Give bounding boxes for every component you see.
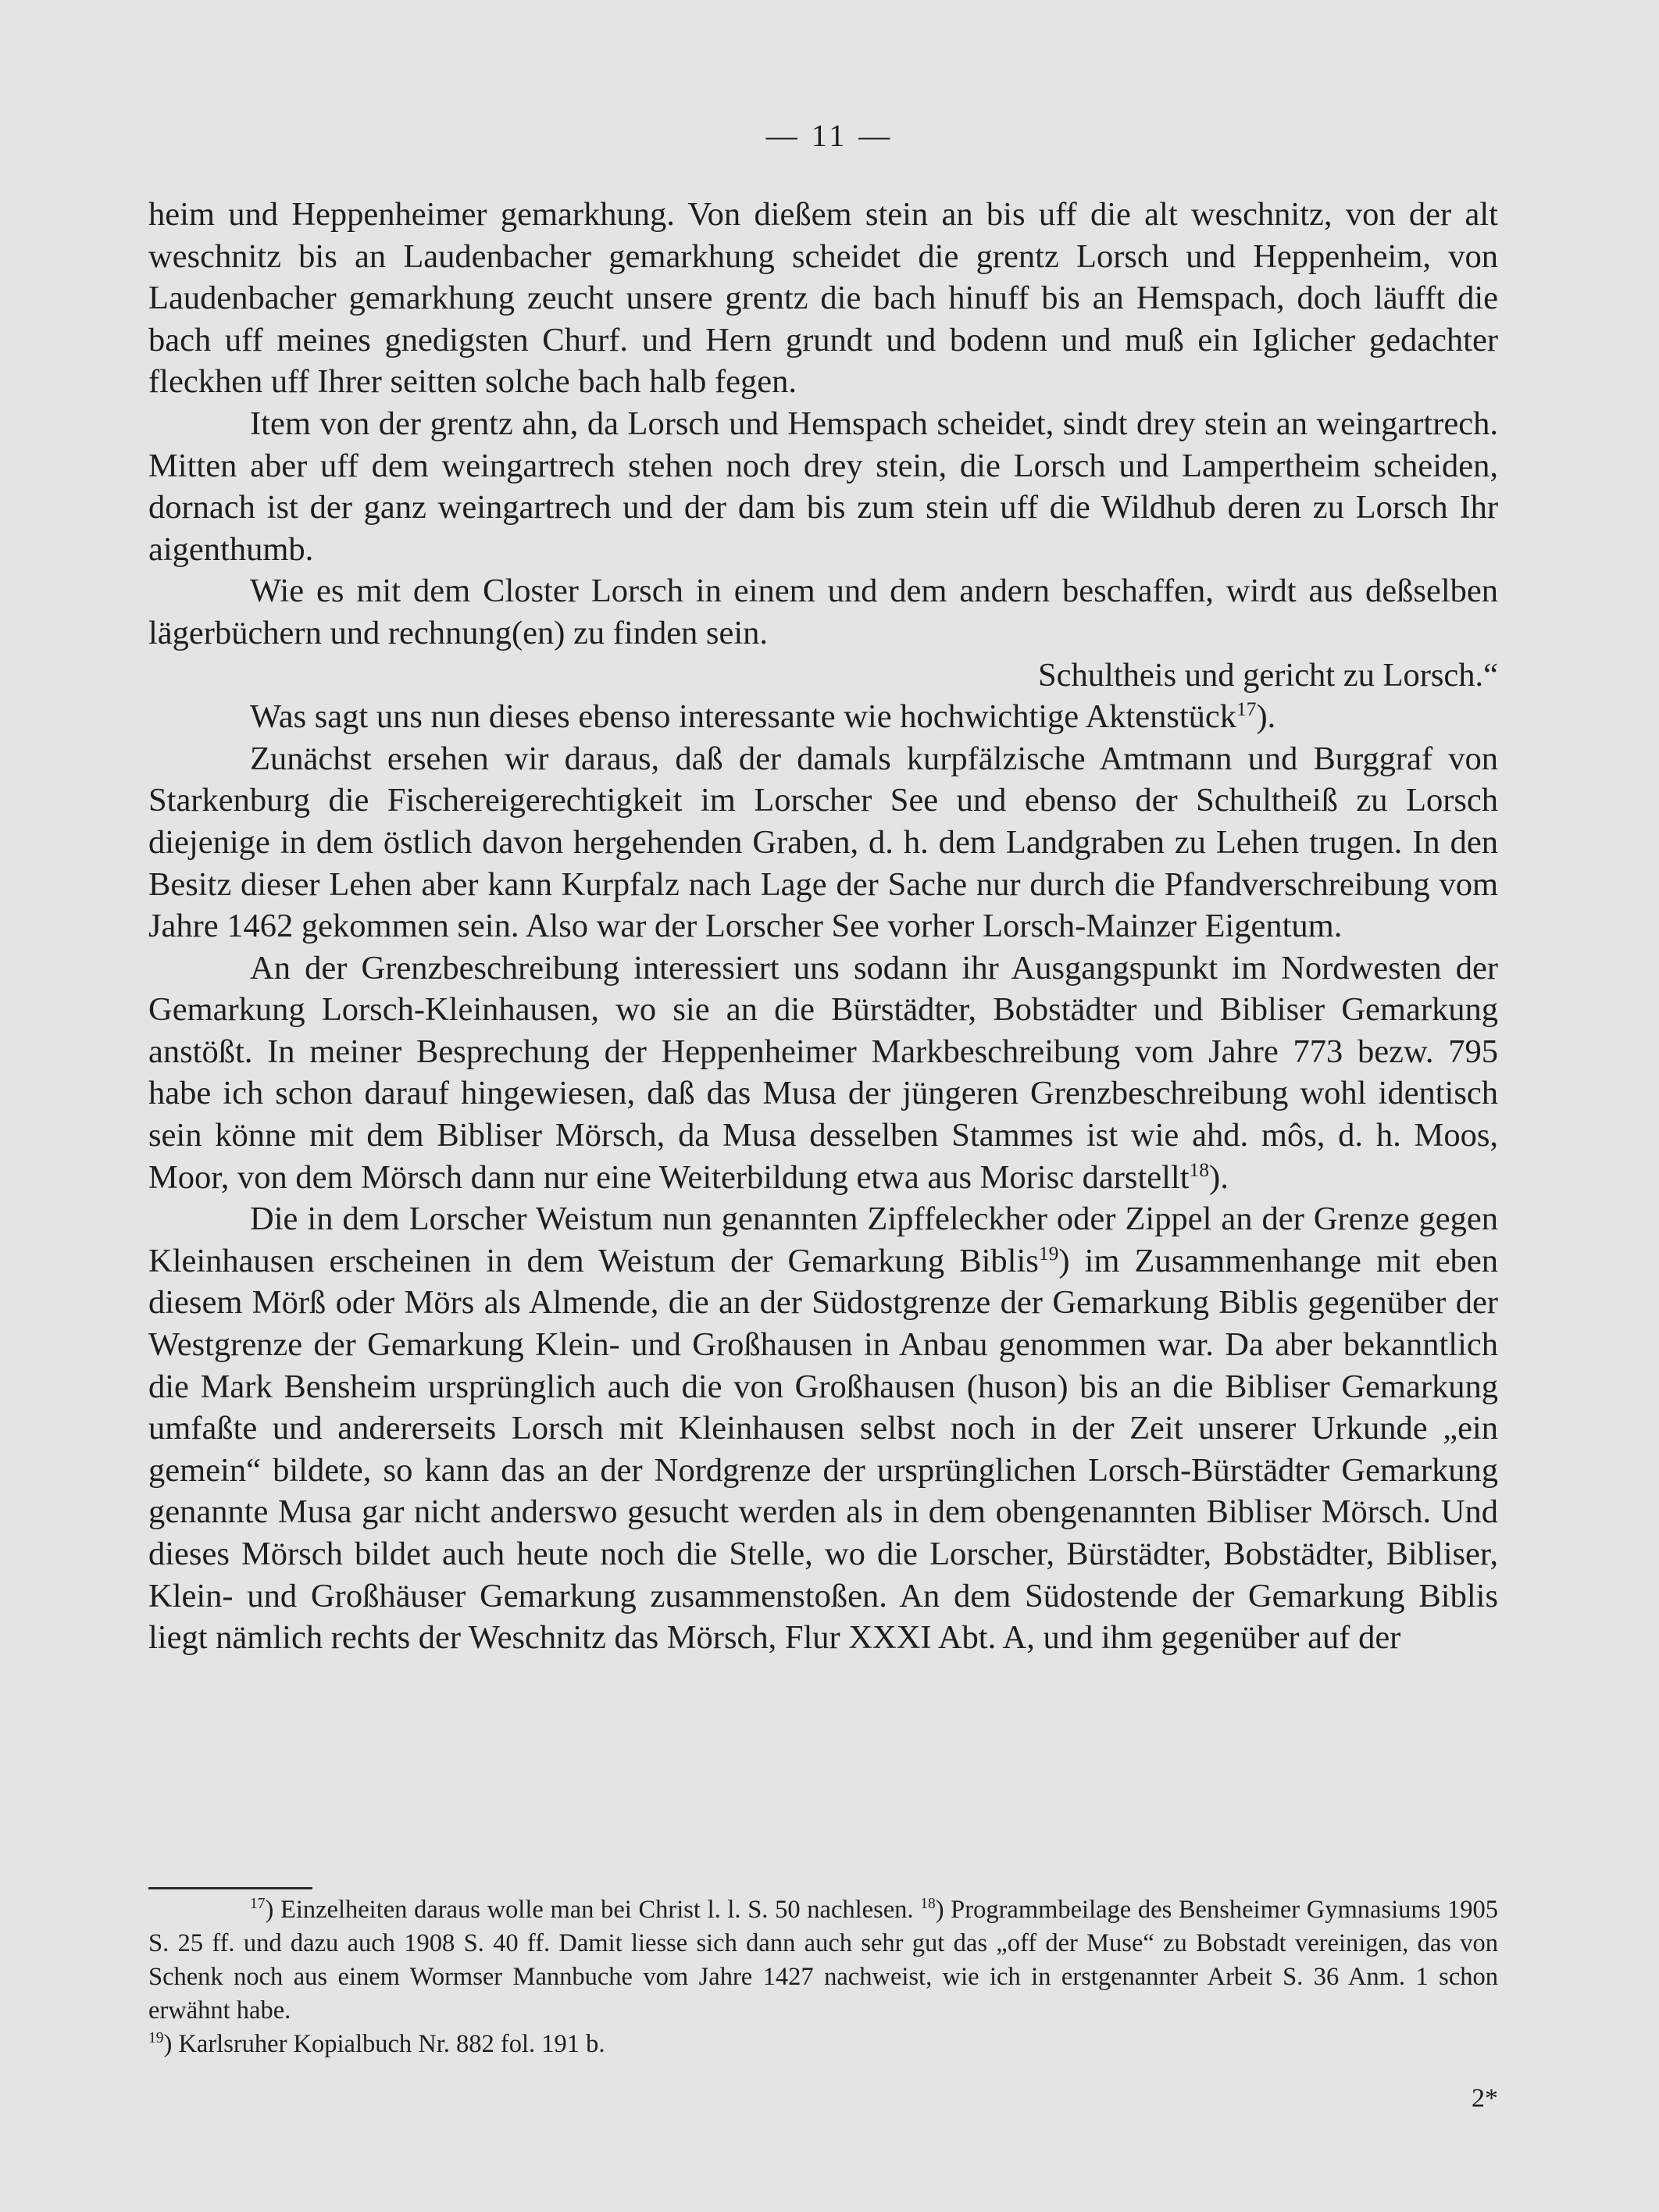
paragraph-2: Item von der grentz ahn, da Lorsch und Hemspach scheidet, sindt drey stein an weingartrech. Mitten aber uff dem weingartrech stehen noch drey stein, die Lorsch und Lampertheim scheiden, dornach ist der ganz weingartrech und der dam bis zum stein uff die Wildhub deren zu Lorsch Ihr aigenthumb. xyxy=(148,405,1498,568)
paragraph-1: heim und Heppenheimer gemarkhung. Von dießem stein an bis uff die alt weschnitz, von der alt weschnitz bis an Laudenbacher gemarkhung scheidet die grentz Lorsch und Heppenheim, von Laudenbacher gemarkhung zeucht unsere grentz die bach hinuff bis an Hemspach, doch läufft die bach uff meines gnedigsten Churf. und Hern grundt und bodenn und muß ein Iglicher gedachter fleckhen uff Ihrer seitten solche bach halb fegen. xyxy=(148,196,1498,401)
footnotes xyxy=(148,1893,1498,2061)
paragraph-4: Was sagt uns nun dieses ebenso interessante wie hochwichtige Aktenstück$^{17}$). xyxy=(250,697,1276,736)
paragraph-5: Zunächst ersehen wir daraus, daß der damals kurpfälzische Amtmann und Burggraf von Starkenburg die Fischereigerechtigkeit im Lorscher See und ebenso der Schultheiß zu Lorsch diejenige in dem östlich davon hergehenden Graben, d. h. dem Landgraben zu Lehen trugen. In den Besitz dieser Lehen aber kann Kurpfalz nach Lage der Sache nur durch die Pfandverschreibung vom Jahre 1462 gekommen sein. Also war der Lorscher See vorher Lorsch-Mainzer Eigentum. xyxy=(148,740,1498,945)
footnote-19: $^{19}$) Karlsruher Kopialbuch Nr. 882 fol. 191 b. xyxy=(148,2030,605,2058)
body-text xyxy=(148,194,1498,1659)
paragraph-6: An der Grenzbeschreibung interessiert uns sodann ihr Ausgangspunkt im Nordwesten der Gemarkung Lorsch-Kleinhausen, wo sie an die Bürstädter, Bobstädter und Bibliser Gemarkung anstößt. In meiner Besprechung der Heppenheimer Markbeschreibung vom Jahre 773 bezw. 795 habe ich schon darauf hingewiesen, daß das Musa der jüngeren Grenzbeschreibung wohl identisch sein könne mit dem Bibliser Mörsch, da Musa desselben Stammes ist wie ahd. môs, d. h. Moos, Moor, von dem Mörsch dann nur eine Weiterbildung etwa aus Morisc darstellt$^{18}$). xyxy=(148,949,1498,1196)
printer-signature-mark: 2* xyxy=(1472,2084,1498,2113)
footnote-number-19: 19 xyxy=(148,2030,164,2047)
footnote-divider xyxy=(148,1887,312,1889)
footnote-17-18: $^{17}$) Einzelheiten daraus wolle man bei Christ l. l. S. 50 nachlesen. $^{18}$) Programmbeilage des Bensheimer Gymnasiums 1905 S. 25 ff. und dazu auch 1908 S. 40 ff. Damit liesse sich dann auch sehr gut das „off der Muse“ zu Bobstadt vereinigen, das von Schenk noch aus einem Wormser Mannbuche vom Jahre 1427 nachweist, wie ich in erstgenannter Arbeit S. 36 Anm. 1 schon erwähnt habe. xyxy=(148,1896,1498,2025)
footnote-ref-18: 18 xyxy=(1189,1158,1210,1181)
footnote-number-17: 17 xyxy=(250,1896,266,1913)
footnote-number-18: 18 xyxy=(920,1896,936,1913)
footnote-ref-17: 17 xyxy=(1236,697,1257,720)
paragraph-3: Wie es mit dem Closter Lorsch in einem und dem andern beschaffen, wirdt aus deßselben lägerbüchern und rechnung(en) zu finden sein. xyxy=(148,573,1498,651)
footnote-ref-19: 19 xyxy=(1038,1241,1059,1265)
page-number: — 11 — xyxy=(765,118,894,153)
document-signature: Schultheis und gericht zu Lorsch.“ xyxy=(1038,656,1498,694)
paragraph-7: Die in dem Lorscher Weistum nun genannten Zipffeleckher oder Zippel an der Grenze gegen Kleinhausen erscheinen in dem Weistum der Gemarkung Biblis$^{19}$) im Zusammenhange mit eben diesem Mörß oder Mörs als Almende, die an der Südostgrenze der Gemarkung Biblis gegenüber der Westgrenze der Gemarkung Klein- und Großhausen in Anbau genommen war. Da aber bekanntlich die Mark Bensheim ursprünglich auch die von Großhausen (huson) bis an die Bibliser Gemarkung umfaßte und andererseits Lorsch mit Kleinhausen selbst noch in der Zeit unserer Urkunde „ein gemein“ bildete, so kann das an der Nordgrenze der ursprünglichen Lorsch-Bürstädter Gemarkung genannte Musa gar nicht anderswo gesucht werden als in dem obengenannten Bibliser Mörsch. Und dieses Mörsch bildet auch heute noch die Stelle, wo die Lorscher, Bürstädter, Bobstädter, Bibliser, Klein- und Großhäuser Gemarkung zusammenstoßen. An dem Südostende der Gemarkung Biblis liegt nämlich rechts der Weschnitz das Mörsch, Flur XXXI Abt. A, und ihm gegenüber auf der xyxy=(148,1201,1498,1657)
